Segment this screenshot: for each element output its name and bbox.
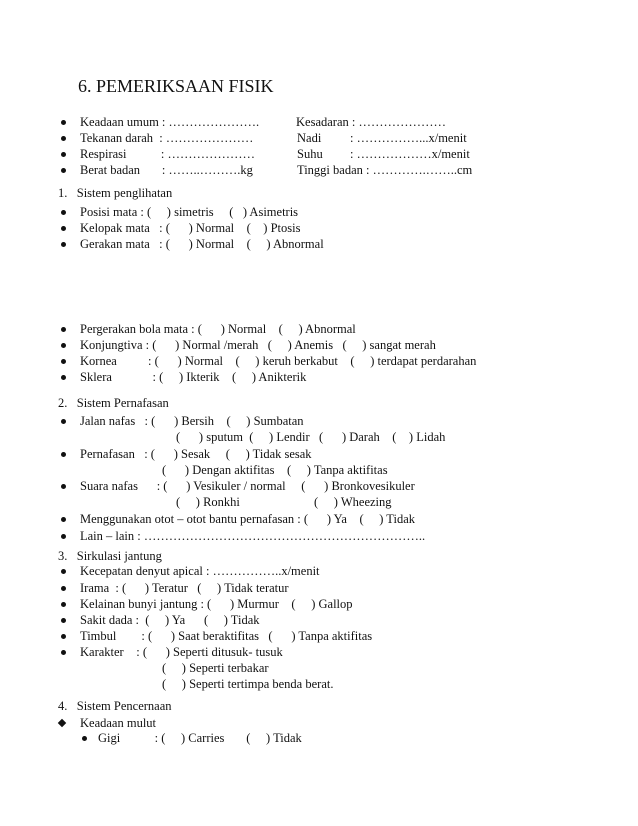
- bullet: [61, 136, 66, 141]
- bullet: [61, 618, 66, 623]
- bullet: [61, 650, 66, 655]
- karakter-option-terbakar: ( ) Seperti terbakar: [162, 661, 269, 675]
- konjungtiva-field: Konjungtiva : ( ) Normal /merah ( ) Anemis ( ) sangat merah: [80, 338, 436, 352]
- kelainan-bunyi-field: Kelainan bunyi jantung : ( ) Murmur ( ) Gallop: [80, 597, 353, 611]
- suhu-field: : ………………x/menit: [350, 147, 470, 161]
- kelopak-mata-field: Kelopak mata : ( ) Normal ( ) Ptosis: [80, 221, 301, 235]
- gerakan-mata-field: Gerakan mata : ( ) Normal ( ) Abnormal: [80, 237, 324, 251]
- suara-nafas-field: Suara nafas : ( ) Vesikuler / normal ( ) Bronkovesikuler: [80, 479, 415, 493]
- section-heading: 1. Sistem penglihatan: [58, 186, 173, 200]
- tekanan-darah-field: Tekanan darah : …………………: [80, 131, 254, 145]
- irama-field: Irama : ( ) Teratur ( ) Tidak teratur: [80, 581, 289, 595]
- bullet: [61, 242, 66, 247]
- jalan-nafas-field: Jalan nafas : ( ) Bersih ( ) Sumbatan: [80, 414, 304, 428]
- bullet: [61, 343, 66, 348]
- suhu-label: Suhu: [297, 147, 323, 161]
- bullet: [61, 534, 66, 539]
- sakit-dada-field: Sakit dada : ( ) Ya ( ) Tidak: [80, 613, 260, 627]
- bullet: [82, 736, 87, 741]
- bullet: [61, 210, 66, 215]
- timbul-field: Timbul : ( ) Saat beraktifitas ( ) Tanpa aktifitas: [80, 629, 373, 643]
- page-title: 6. PEMERIKSAAN FISIK: [78, 76, 274, 96]
- bullet: [61, 120, 66, 125]
- bullet: [61, 359, 66, 364]
- bullet: [61, 152, 66, 157]
- posisi-mata-field: Posisi mata : ( ) simetris ( ) Asimetris: [80, 205, 299, 219]
- section-heading: 4. Sistem Pencernaan: [58, 699, 172, 713]
- pernafasan-options: ( ) Dengan aktifitas ( ) Tanpa aktifitas: [162, 463, 388, 477]
- bullet: [61, 226, 66, 231]
- pergerakan-bola-mata-field: Pergerakan bola mata : ( ) Normal ( ) Abnormal: [80, 322, 356, 336]
- gigi-field: Gigi : ( ) Carries ( ) Tidak: [98, 731, 302, 745]
- nadi-label: Nadi: [297, 131, 322, 145]
- bullet: [61, 634, 66, 639]
- kornea-field: Kornea : ( ) Normal ( ) keruh berkabut ( ) terdapat perdarahan: [80, 354, 477, 368]
- bullet: [61, 375, 66, 380]
- bullet: [61, 586, 66, 591]
- nadi-field: : ……………...x/menit: [350, 131, 467, 145]
- bullet: [61, 168, 66, 173]
- section-heading: 3. Sirkulasi jantung: [58, 549, 162, 563]
- sklera-field: Sklera : ( ) Ikterik ( ) Anikterik: [80, 370, 307, 384]
- suara-nafas-ronkhi: ( ) Ronkhi: [176, 495, 240, 509]
- kecepatan-denyut-field: Kecepatan denyut apical : ……………..x/menit: [80, 564, 320, 578]
- tinggi-badan-field: Tinggi badan : ………….……..cm: [297, 163, 473, 177]
- diamond-bullet: [58, 719, 66, 727]
- bullet: [61, 327, 66, 332]
- bullet: [61, 602, 66, 607]
- bullet: [61, 419, 66, 424]
- section-heading: 2. Sistem Pernafasan: [58, 396, 169, 410]
- bullet: [61, 484, 66, 489]
- berat-badan-field: Berat badan : ……..……….kg: [80, 163, 253, 177]
- bullet: [61, 569, 66, 574]
- lain-lain-field: Lain – lain : …………………………………………………………..: [80, 529, 426, 543]
- kesadaran-field: Kesadaran : …………………: [296, 115, 446, 129]
- bullet: [61, 452, 66, 457]
- suara-nafas-wheezing: ( ) Wheezing: [314, 495, 392, 509]
- pernafasan-field: Pernafasan : ( ) Sesak ( ) Tidak sesak: [80, 447, 312, 461]
- karakter-option-tertimpa: ( ) Seperti tertimpa benda berat.: [162, 677, 334, 691]
- respirasi-field: Respirasi : …………………: [80, 147, 255, 161]
- keadaan-mulut-label: Keadaan mulut: [80, 716, 157, 730]
- otot-bantu-field: Menggunakan otot – otot bantu pernafasan : ( ) Ya ( ) Tidak: [80, 512, 416, 526]
- bullet: [61, 517, 66, 522]
- jalan-nafas-options: ( ) sputum ( ) Lendir ( ) Darah ( ) Lidah: [176, 430, 446, 444]
- keadaan-umum-field: Keadaan umum : ………………….: [80, 115, 260, 129]
- karakter-field: Karakter : ( ) Seperti ditusuk- tusuk: [80, 645, 283, 659]
